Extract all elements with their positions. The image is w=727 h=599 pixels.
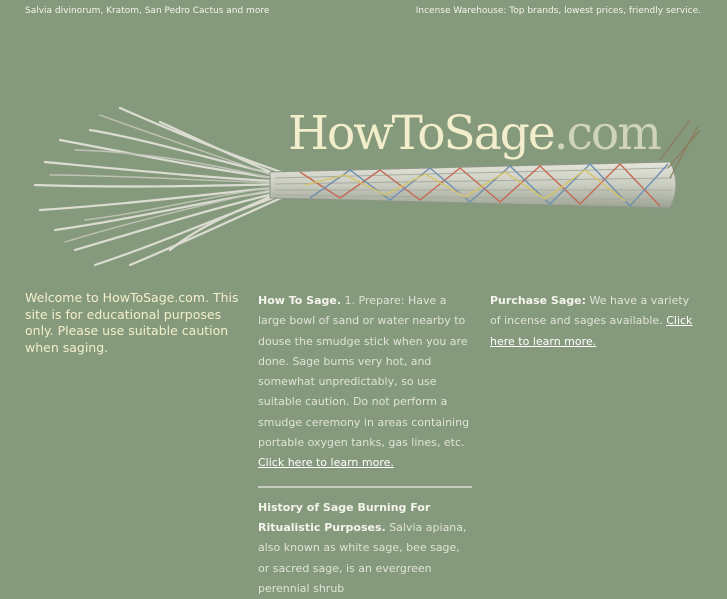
purchase-column [490,291,702,352]
history-paragraph [258,498,472,599]
how-to-learn-more-link[interactable]: Click here to learn more. [258,456,394,470]
purchase-paragraph [490,291,702,352]
purchase-heading: Purchase Sage: [490,294,587,307]
site-logo[interactable] [288,106,660,161]
welcome-text: Welcome to HowToSage.com. This site is for educational purposes only. Please use suitable caution when saging. [25,290,239,355]
logo-tld-text: .com [553,106,660,161]
sage-leaves [35,108,290,265]
history-body: Salvia apiana, also known as white sage, bee sage, or sacred sage, is an evergreen perennial shrub [258,520,467,595]
section-divider [258,486,472,488]
how-to-paragraph [258,291,472,474]
purchase-learn-more-link[interactable]: Click here to learn more. [490,314,693,348]
how-to-body: 1. Prepare: Have a large bowl of sand or water nearby to douse the smudge stick when you are done. Sage burns very hot, and somewhat unpredictably, so use suitable caution. Do not perform a smudge ceremony in areas containing portable oxygen tanks, gas lines, etc. [258,294,470,450]
top-bar [25,6,701,20]
how-to-heading: How To Sage. [258,294,342,307]
top-link-incense-warehouse[interactable]: Incense Warehouse: Top brands, lowest prices, friendly service. [415,6,701,16]
logo-main-text: HowToSage [288,106,554,161]
how-to-column [258,291,472,599]
purchase-body: We have a variety of incense and sages available. [490,294,690,328]
top-link-salvia[interactable]: Salvia divinorum, Kratom, San Pedro Cactus and more [25,6,270,16]
history-heading: History of Sage Burning For Ritualistic Purposes. [258,500,431,534]
welcome-column [25,290,240,356]
